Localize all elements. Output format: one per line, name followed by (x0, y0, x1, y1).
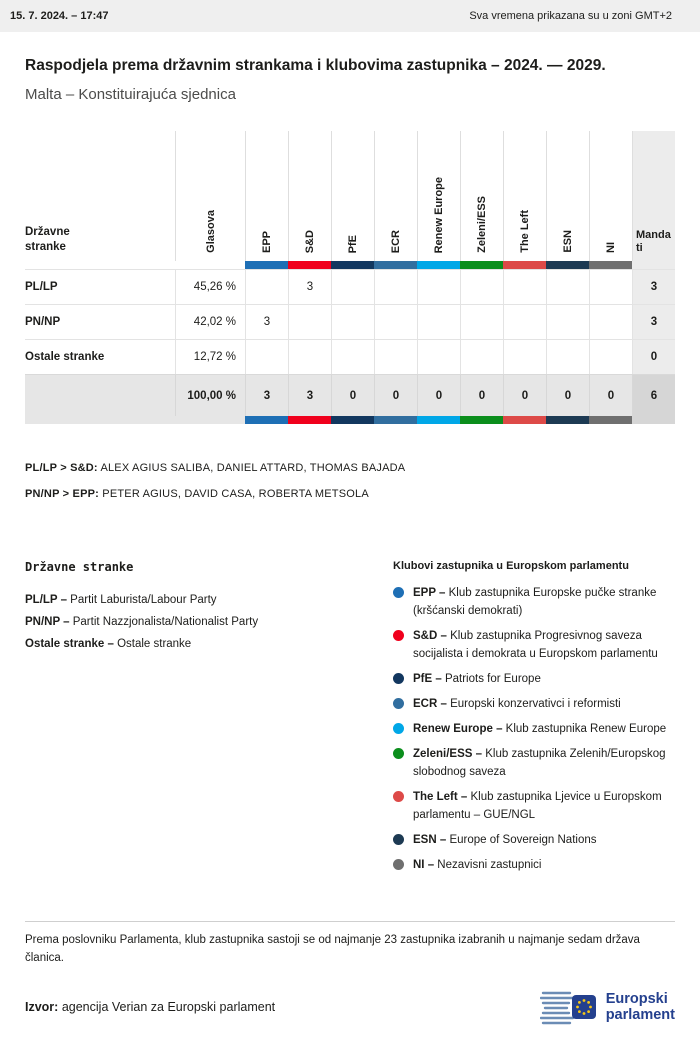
seat-cell (460, 270, 503, 304)
color-segment-esn (546, 416, 589, 424)
assignment-names: PETER AGIUS, DAVID CASA, ROBERTA METSOLA (102, 488, 369, 500)
seat-cell (331, 270, 374, 304)
color-segment-greens (460, 261, 503, 269)
seat-cell (503, 340, 546, 374)
column-header-pfe: PfE (347, 234, 359, 253)
seat-cell (245, 340, 288, 374)
color-segment-sd (288, 416, 331, 424)
group-text: S&D – Klub zastupnika Progresivnog saveza socijalista i demokrata u Europskom parlamentu (413, 630, 658, 660)
table-header-row (25, 131, 675, 261)
column-header-ni: NI (605, 242, 617, 253)
group-color-dot (393, 723, 404, 734)
color-segment-epp (245, 416, 288, 424)
seat-cell (374, 340, 417, 374)
seat-cell (245, 270, 288, 304)
column-header-left: The Left (519, 210, 531, 253)
column-header-votes: Glasova (204, 210, 217, 253)
column-header-sd: S&D (304, 229, 316, 253)
total-label (25, 375, 175, 416)
total-seat-cell: 0 (374, 375, 417, 416)
seat-cell (374, 305, 417, 339)
party-full-name: Partit Laburista/Labour Party (70, 594, 217, 606)
color-segment-renew (417, 416, 460, 424)
color-segment-epp (245, 261, 288, 269)
seat-cell (460, 305, 503, 339)
seat-cell: 3 (288, 270, 331, 304)
legend-groups-title: Klubovi zastupnika u Europskom parlamentu (393, 560, 629, 572)
seat-cell (288, 305, 331, 339)
column-header-renew: Renew Europe (433, 176, 445, 253)
legend-group-item (393, 831, 675, 849)
timezone-note: Sva vremena prikazana su u zoni GMT+2 (469, 10, 672, 22)
seat-cell (331, 305, 374, 339)
grand-total-cell: 6 (632, 375, 675, 416)
assignment-label: PL/LP > S&D: (25, 462, 98, 474)
group-color-dot (393, 673, 404, 684)
legend-group-item (393, 788, 675, 824)
source-line (25, 1000, 275, 1014)
party-abbr: Ostale stranke – (25, 638, 114, 650)
party-name: PL/LP (25, 281, 58, 293)
group-color-dot (393, 748, 404, 759)
table-row (25, 339, 675, 374)
top-bar (0, 0, 700, 32)
legend-groups (393, 560, 675, 881)
party-name: Ostale stranke (25, 351, 105, 363)
seat-cell (417, 340, 460, 374)
seat-cell (288, 340, 331, 374)
group-text: PfE – Patriots for Europe (413, 673, 541, 685)
legend-parties (25, 560, 365, 881)
results-table (25, 131, 675, 424)
title-block (25, 56, 675, 103)
footnote: Prema poslovniku Parlamenta, klub zastupnika sastoji se od najmanje 23 zastupnika izabranih u najmanje sedam država članica. (25, 921, 675, 967)
column-header-ecr: ECR (390, 229, 402, 253)
group-color-dot (393, 859, 404, 870)
footer (25, 987, 675, 1027)
ep-logo-icon (540, 987, 598, 1027)
color-segment-ecr (374, 416, 417, 424)
seat-cell (546, 340, 589, 374)
legend-section (25, 560, 675, 881)
party-abbr: PL/LP – (25, 594, 67, 606)
group-text: Renew Europe – Klub zastupnika Renew Europe (413, 723, 667, 735)
group-text: The Left – Klub zastupnika Ljevice u Europskom parlamentu – GUE/NGL (413, 791, 662, 821)
color-segment-pfe (331, 261, 374, 269)
column-header-seats: Mandati (636, 229, 671, 254)
seat-cell (331, 340, 374, 374)
group-color-dot (393, 834, 404, 845)
table-row (25, 304, 675, 339)
total-seat-cell: 0 (417, 375, 460, 416)
seat-cell (589, 270, 632, 304)
seat-cell (503, 305, 546, 339)
seat-cell (374, 270, 417, 304)
legend-group-item (393, 745, 675, 781)
row-header-label: Državne stranke (25, 226, 70, 253)
assignment-line (25, 488, 675, 500)
votes-value: 12,72 % (175, 340, 245, 374)
color-segment-left (503, 261, 546, 269)
legend-group-item (393, 720, 675, 738)
seat-cell (417, 270, 460, 304)
datetime-label: 15. 7. 2024. – 17:47 (10, 10, 109, 22)
seats-total-cell: 0 (632, 340, 675, 374)
group-text: ECR – Europski konzervativci i reformisti (413, 698, 621, 710)
source-label: Izvor: (25, 1000, 59, 1014)
votes-value: 45,26 % (175, 270, 245, 304)
seat-cell (589, 340, 632, 374)
column-header-esn: ESN (562, 230, 574, 253)
seats-total-cell: 3 (632, 270, 675, 304)
page-subtitle: Malta – Konstituirajuća sjednica (25, 86, 236, 103)
column-header-greens: Zeleni/ESS (476, 196, 488, 253)
seat-cell (460, 340, 503, 374)
seats-total-cell: 3 (632, 305, 675, 339)
party-full-name: Partit Nazzjonalista/Nationalist Party (72, 616, 259, 628)
group-color-bar-bottom (25, 416, 675, 424)
seat-cell (589, 305, 632, 339)
total-seat-cell: 0 (589, 375, 632, 416)
source-text: agencija Verian za Europski parlament (61, 1000, 276, 1014)
seat-cell (503, 270, 546, 304)
legend-group-item (393, 670, 675, 688)
group-color-dot (393, 698, 404, 709)
color-segment-pfe (331, 416, 374, 424)
table-total-row (25, 374, 675, 416)
votes-value: 42,02 % (175, 305, 245, 339)
assignment-line (25, 462, 675, 474)
color-segment-greens (460, 416, 503, 424)
assignment-names: ALEX AGIUS SALIBA, DANIEL ATTARD, THOMAS BAJADA (100, 462, 406, 474)
legend-group-item (393, 856, 675, 874)
total-seat-cell: 3 (288, 375, 331, 416)
group-text: Zeleni/ESS – Klub zastupnika Zelenih/Europskog slobodnog saveza (413, 748, 666, 778)
assignment-label: PN/NP > EPP: (25, 488, 100, 500)
seat-cell: 3 (245, 305, 288, 339)
color-segment-ni (589, 416, 632, 424)
legend-party-item (25, 633, 365, 655)
ep-logo (540, 987, 675, 1027)
total-seat-cell: 0 (331, 375, 374, 416)
total-seat-cell: 0 (460, 375, 503, 416)
legend-group-item (393, 584, 675, 620)
group-text: NI – Nezavisni zastupnici (413, 859, 542, 871)
group-text: ESN – Europe of Sovereign Nations (413, 834, 597, 846)
group-color-dot (393, 630, 404, 641)
party-abbr: PN/NP – (25, 616, 70, 628)
group-assignments (25, 462, 675, 500)
page-title: Raspodjela prema državnim strankama i klubovima zastupnika – 2024. — 2029. (25, 57, 606, 74)
color-segment-ecr (374, 261, 417, 269)
group-color-dot (393, 587, 404, 598)
legend-parties-title: Državne stranke (25, 560, 134, 574)
color-segment-left (503, 416, 546, 424)
total-seat-cell: 0 (503, 375, 546, 416)
ep-logo-text: Europski parlament (605, 991, 675, 1023)
color-segment-sd (288, 261, 331, 269)
seat-cell (546, 270, 589, 304)
color-segment-ni (589, 261, 632, 269)
column-header-epp: EPP (261, 230, 273, 253)
legend-party-item (25, 589, 365, 611)
legend-group-item (393, 627, 675, 663)
total-votes: 100,00 % (175, 375, 245, 416)
seat-cell (417, 305, 460, 339)
total-seat-cell: 0 (546, 375, 589, 416)
table-row (25, 269, 675, 304)
color-segment-renew (417, 261, 460, 269)
seat-cell (546, 305, 589, 339)
party-full-name: Ostale stranke (117, 638, 192, 650)
group-text: EPP – Klub zastupnika Europske pučke stranke (kršćanski demokrati) (413, 587, 657, 617)
legend-party-item (25, 611, 365, 633)
color-segment-esn (546, 261, 589, 269)
party-name: PN/NP (25, 316, 61, 328)
group-color-bar (25, 261, 675, 269)
group-color-dot (393, 791, 404, 802)
legend-group-item (393, 695, 675, 713)
total-seat-cell: 3 (245, 375, 288, 416)
